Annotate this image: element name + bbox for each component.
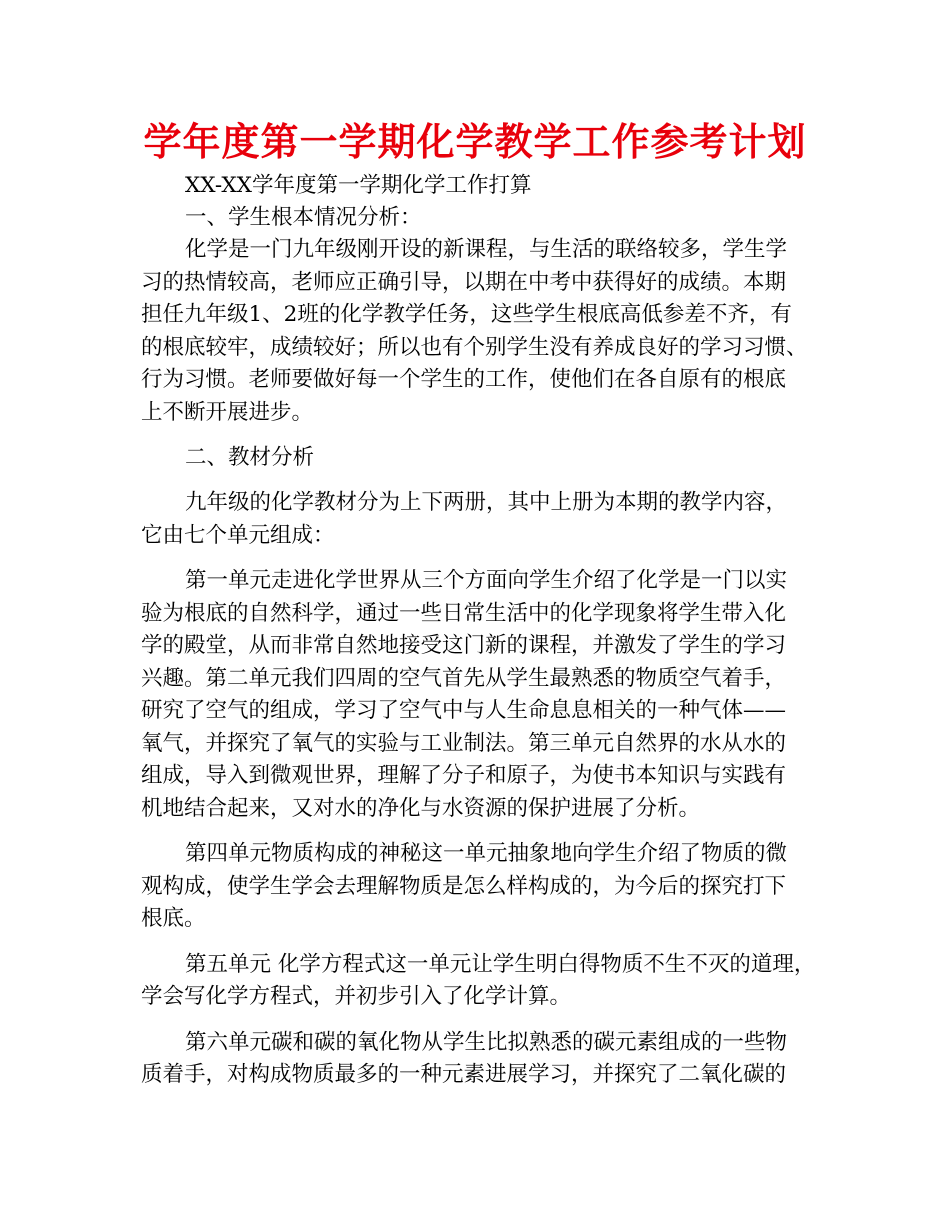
paragraph-line: 第六单元碳和碳的氧化物从学生比拟熟悉的碳元素组成的一些物 bbox=[185, 1029, 788, 1055]
paragraph-line: 质着手，对构成物质最多的一种元素进展学习，并探究了二氧化碳的 bbox=[141, 1062, 787, 1087]
paragraph-line: 根底。 bbox=[141, 906, 206, 931]
paragraph-line: 学的殿堂，从而非常自然地接受这门新的课程，并激发了学生的学习 bbox=[141, 633, 787, 658]
paragraph-line: 上不断开展进步。 bbox=[141, 399, 314, 425]
paragraph-line: 组成，导入到微观世界，理解了分子和原子，为使书本知识与实践有 bbox=[141, 763, 787, 788]
paragraph-line: 习的热情较高，老师应正确引导，以期在中考中获得好的成绩。本期 bbox=[141, 269, 787, 295]
paragraph-line: 兴趣。第二单元我们四周的空气首先从学生最熟悉的物质空气着手， bbox=[141, 665, 787, 691]
paragraph-line: 行为习惯。老师要做好每一个学生的工作，使他们在各自原有的根底 bbox=[141, 367, 787, 392]
paragraph-unit-5 bbox=[141, 949, 829, 1014]
paragraph-line: 观构成，使学生学会去理解物质是怎么样构成的，为今后的探究打下 bbox=[141, 873, 787, 899]
paragraph-line: 的根底较牢，成绩较好；所以也有个别学生没有养成良好的学习习惯、 bbox=[141, 334, 808, 360]
document-subtitle: XX-XX学年度第一学期化学工作打算 bbox=[185, 173, 532, 198]
section-heading-student-analysis: 一、学生根本情况分析： bbox=[185, 205, 422, 230]
paragraph-line: 学会写化学方程式，并初步引入了化学计算。 bbox=[141, 984, 572, 1009]
paragraph-line: 研究了空气的组成，学习了空气中与人生命息息相关的一种气体—— bbox=[141, 698, 787, 723]
document-title: 学年度第一学期化学教学工作参考计划 bbox=[143, 120, 807, 164]
paragraph-student-analysis bbox=[141, 234, 829, 429]
paragraph-line: 机地结合起来，又对水的净化与水资源的保护进展了分析。 bbox=[141, 795, 701, 821]
paragraph-line: 第四单元物质构成的神秘这一单元抽象地向学生介绍了物质的微 bbox=[185, 841, 788, 866]
paragraph-line: 九年级的化学教材分为上下两册，其中上册为本期的教学内容， bbox=[185, 490, 788, 515]
paragraph-line: 第五单元 化学方程式这一单元让学生明白得物质不生不灭的道理， bbox=[185, 951, 816, 977]
paragraph-line: 化学是一门九年级刚开设的新课程，与生活的联络较多，学生学 bbox=[185, 237, 788, 262]
paragraph-units-1-3 bbox=[141, 565, 829, 825]
paragraph-line: 担任九年级1、2班的化学教学任务，这些学生根底高低参差不齐，有 bbox=[141, 302, 792, 327]
paragraph-line: 它由七个单元组成： bbox=[141, 522, 335, 548]
paragraph-unit-4 bbox=[141, 838, 829, 936]
section-heading-textbook-analysis: 二、教材分析 bbox=[185, 445, 315, 470]
paragraph-unit-6 bbox=[141, 1027, 829, 1092]
paragraph-textbook-intro bbox=[141, 487, 829, 552]
paragraph-line: 氧气，并探究了氧气的实验与工业制法。第三单元自然界的水从水的 bbox=[141, 730, 787, 756]
paragraph-line: 第一单元走进化学世界从三个方面向学生介绍了化学是一门以实 bbox=[185, 568, 788, 593]
paragraph-line: 验为根底的自然科学，通过一些日常生活中的化学现象将学生带入化 bbox=[141, 600, 787, 626]
document-body bbox=[141, 170, 829, 1092]
